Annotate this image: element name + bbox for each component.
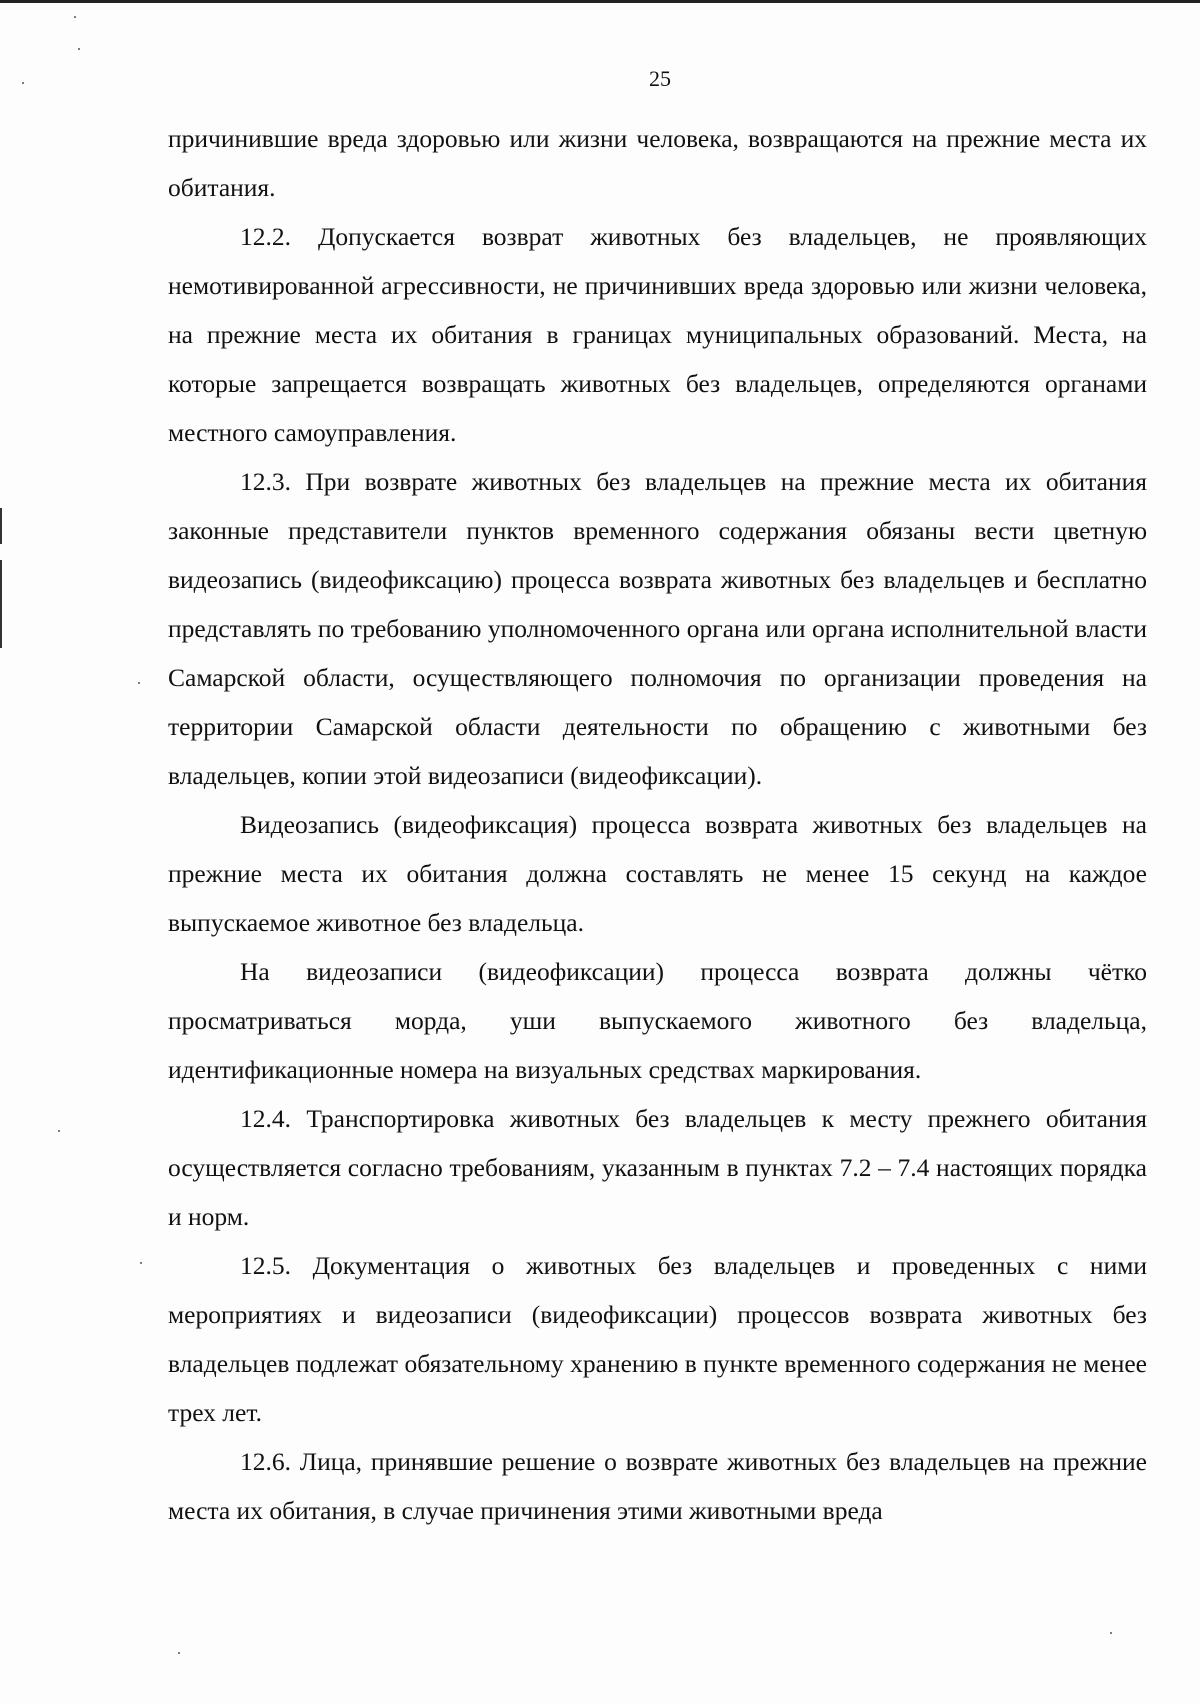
paragraph-video-requirements: На видеозаписи (видеофиксации) процесса возврата должны чётко просматриваться морда, уши выпускаемого животного без владельца, идентификационные номера на визуальных средствах маркирования. [168,957,1147,1084]
scan-speck [140,1262,142,1264]
scan-speck [58,1130,60,1132]
scan-top-edge [0,0,1200,3]
document-body [168,114,1147,1535]
paragraph-12-6: 12.6. Лица, принявшие решение о возврате животных без владельцев на прежние места их обитания, в случае причинения этими животными вреда [168,1447,1147,1525]
paragraph-continued: причинившие вреда здоровью или жизни человека, возвращаются на прежние места их обитания. [168,124,1147,202]
scan-artifact-left-bar [0,560,2,648]
paragraph-video-duration: Видеозапись (видеофиксация) процесса возврата животных без владельцев на прежние места их обитания должна составлять не менее 15 секунд на каждое выпускаемое животное без владельца. [168,810,1147,937]
paragraph-12-4: 12.4. Транспортировка животных без владельцев к месту прежнего обитания осуществляется согласно требованиям, указанным в пунктах 7.2 – 7.4 настоящих порядка и норм. [168,1104,1147,1231]
scan-speck [1110,1632,1112,1634]
scan-artifact-left-bar [0,508,2,544]
scan-speck [78,48,80,50]
scan-speck [138,682,140,684]
page-number: 25 [649,66,671,91]
paragraph-12-3: 12.3. При возврате животных без владельцев на прежние места их обитания законные представители пунктов временного содержания обязаны вести цветную видеозапись (видеофиксацию) процесса возврата животных без владельцев и бесплатно представлять по требованию уполномоченного органа или органа исполнительной власти Самарской области, осуществляющего полномочия по организации проведения на территории Самарской области деятельности по обращению с животными без владельцев, копии этой видеозаписи (видеофиксации). [168,467,1147,790]
paragraph-12-2: 12.2. Допускается возврат животных без владельцев, не проявляющих немотивированной агрессивности, не причинивших вреда здоровью или жизни человека, на прежние места их обитания в границах муниципальных образований. Места, на которые запрещается возвращать животных без владельцев, определяются органами местного самоуправления. [168,222,1147,447]
scan-speck [74,16,76,18]
scan-speck [178,1652,180,1654]
paragraph-12-5: 12.5. Документация о животных без владельцев и проведенных с ними мероприятиях и видеозаписи (видеофиксации) процессов возврата животных без владельцев подлежат обязательному хранению в пункте временного содержания не менее трех лет. [168,1251,1147,1427]
